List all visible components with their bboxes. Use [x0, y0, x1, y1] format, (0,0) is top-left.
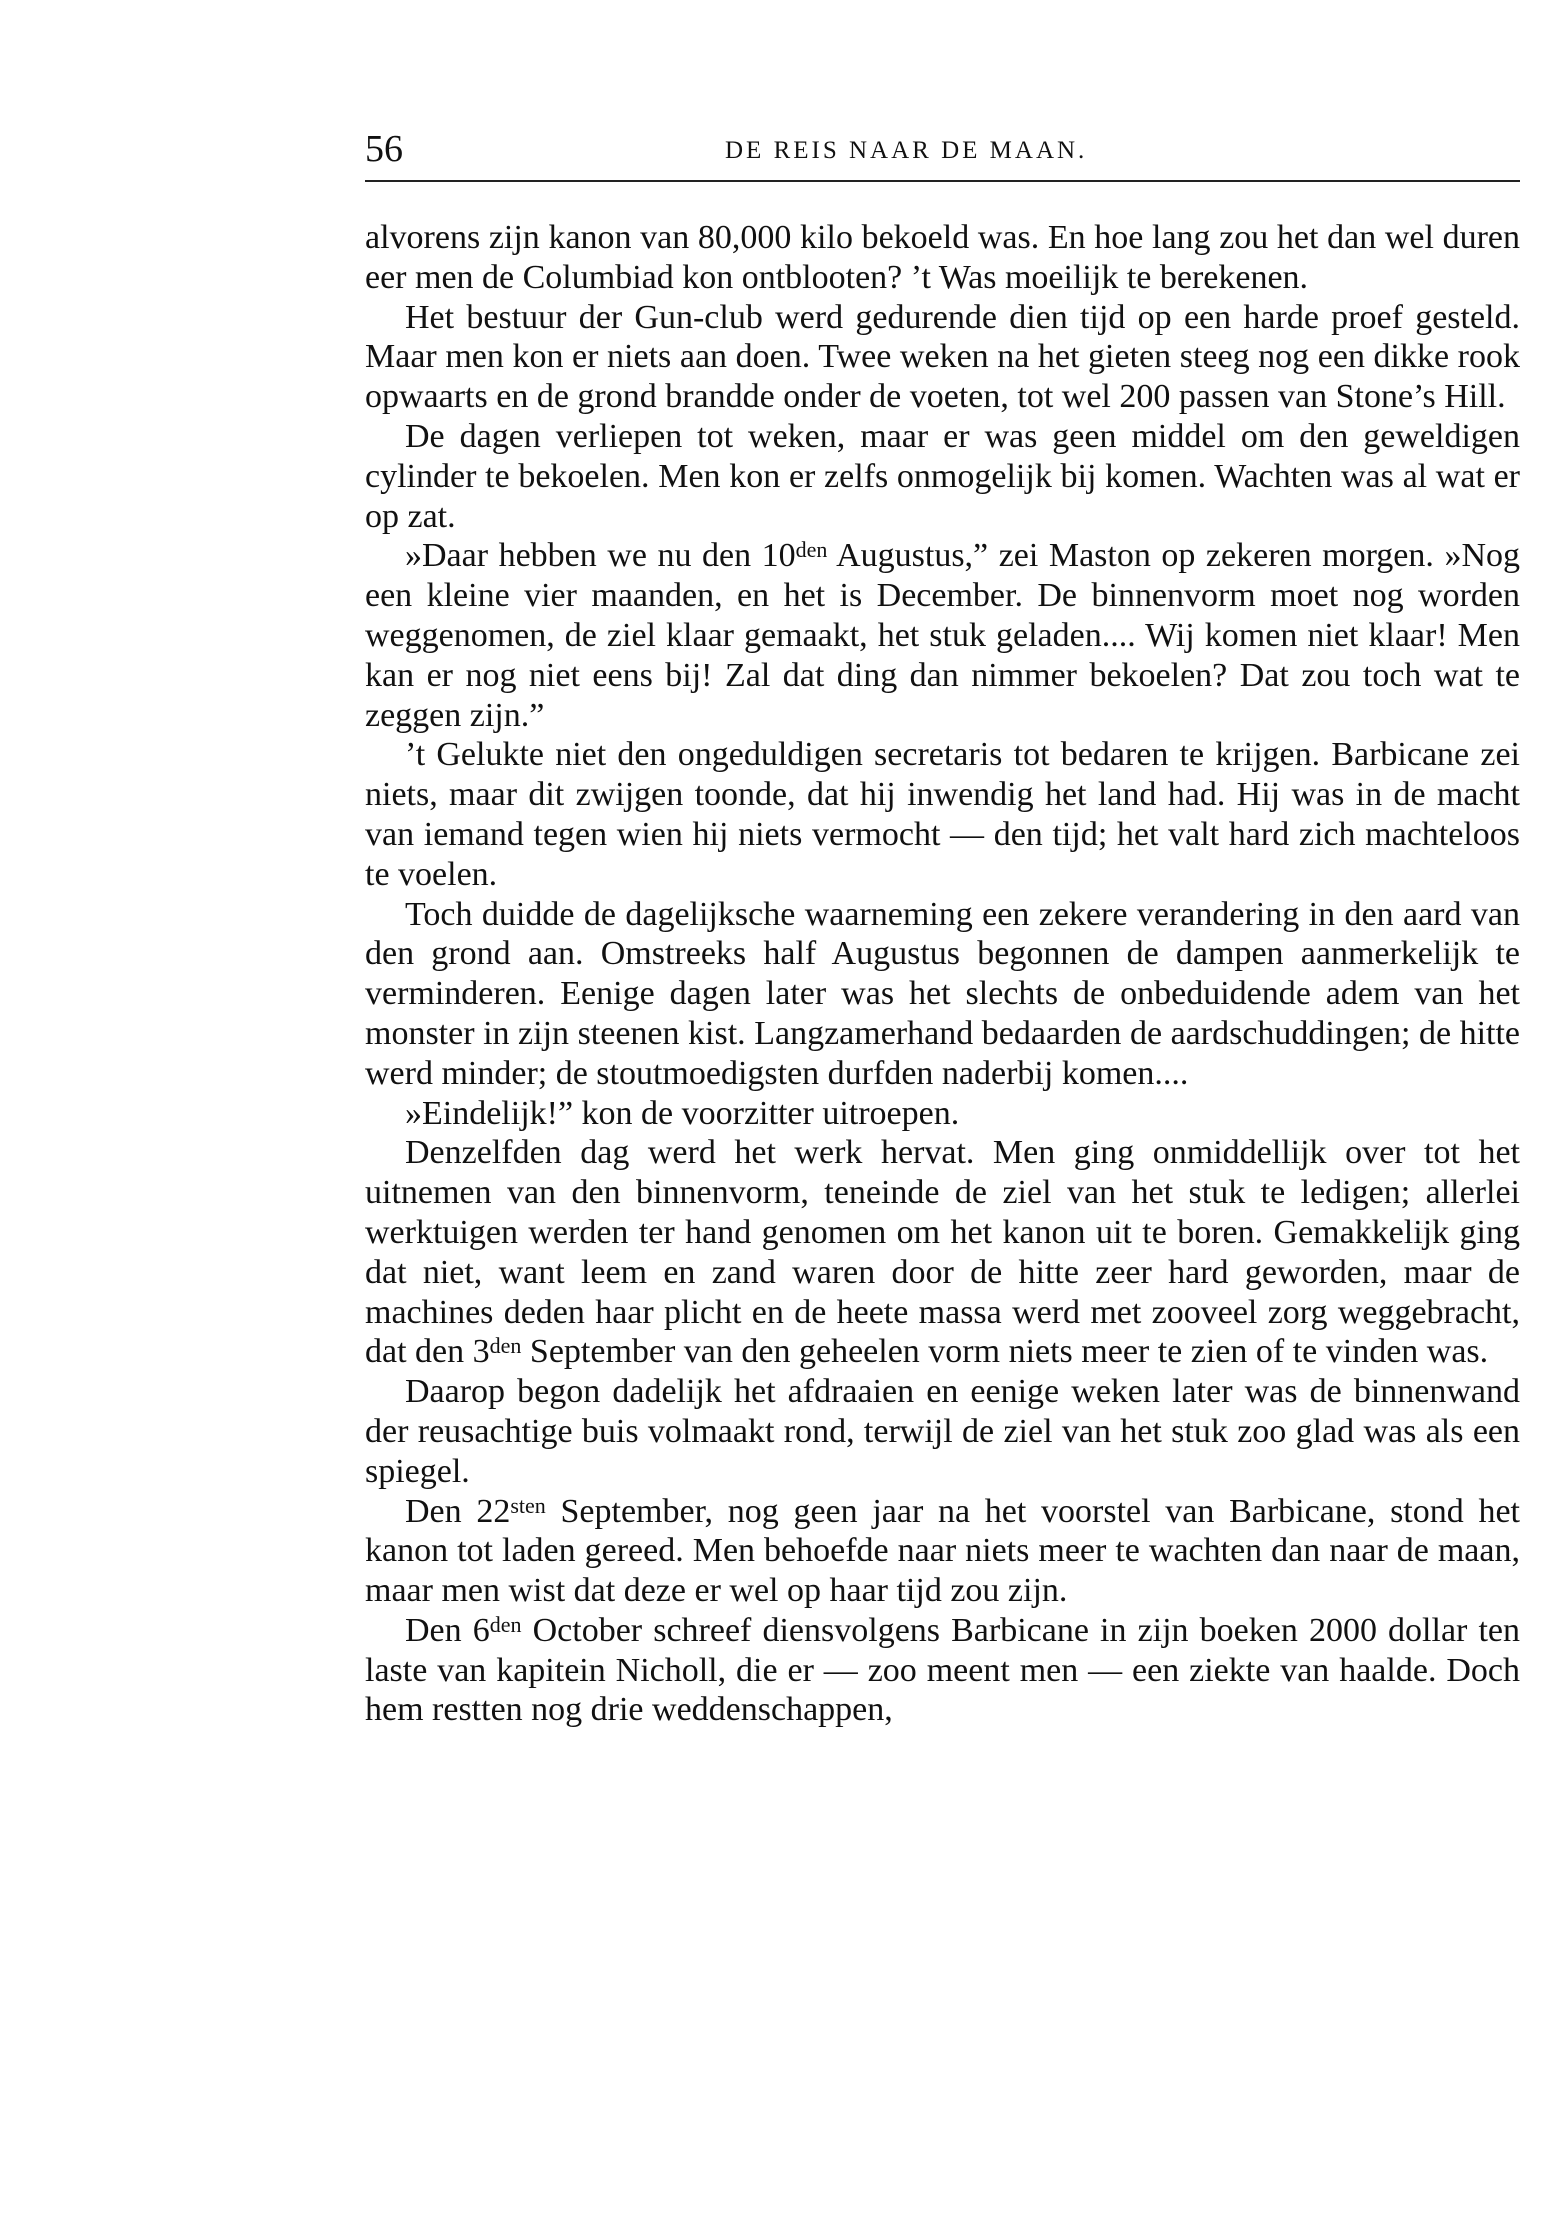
- paragraph-text: Augustus,” zei Maston op zekeren morgen. »Nog een kleine vier maanden, en het is December. De binnenvorm moet nog worden weggenomen, de ziel klaar gemaakt, het stuk geladen.... Wij komen niet klaar! Men kan er nog niet eens bij! Zal dat ding dan nimmer bekoelen? Dat zou toch wat te zeggen zijn.”: [365, 537, 1520, 734]
- paragraph-text: September van den geheelen vorm niets meer te zien of te vinden was.: [521, 1333, 1489, 1371]
- paragraph: [365, 1611, 1520, 1730]
- paragraph: [365, 1133, 1520, 1372]
- paragraph: [365, 1094, 1520, 1134]
- paragraph-text: September, nog geen jaar na het voorstel van Barbicane, stond het kanon tot laden gereed. Men behoefde naar niets meer te wachten dan naar de maan, maar men wist dat deze er wel op haar tijd zou zijn.: [365, 1492, 1520, 1610]
- page-header: [365, 123, 1520, 175]
- ordinal-superscript: den: [489, 1611, 522, 1637]
- paragraph-text: De dagen verliepen tot weken, maar er was geen middel om den geweldigen cylinder te bekoelen. Men kon er zelfs onmogelijk bij komen. Wachten was al wat er op zat.: [365, 417, 1520, 535]
- running-title: DE REIS NAAR DE MAAN.: [725, 137, 1088, 164]
- ordinal-superscript: sten: [510, 1492, 546, 1518]
- header-rule: [365, 180, 1520, 182]
- paragraph: [365, 218, 1520, 298]
- paragraph-text: »Eindelijk!” kon de voorzitter uitroepen.: [405, 1094, 960, 1132]
- paragraph-text: October schreef diensvolgens Barbicane in zijn boeken 2000 dollar ten laste van kapitein Nicholl, die er — zoo meent men — een ziekte van haalde. Doch hem restten nog drie weddenschappen,: [365, 1611, 1520, 1729]
- paragraph: [365, 298, 1520, 417]
- page-number: 56: [365, 128, 403, 170]
- paragraph-text: »Daar hebben we nu den 10: [405, 537, 796, 575]
- paragraph: [365, 735, 1520, 894]
- paragraph-text: Denzelfden dag werd het werk hervat. Men ging onmiddellijk over tot het uitnemen van den binnenvorm, teneinde de ziel van het stuk te ledigen; allerlei werktuigen werden ter hand genomen om het kanon uit te boren. Gemakkelijk ging dat niet, want leem en zand waren door de hitte zeer hard geworden, maar de machines deden haar plicht en de heete massa werd met zooveel zorg weggebracht, dat den 3: [365, 1134, 1520, 1371]
- paragraph: [365, 417, 1520, 536]
- paragraph: [365, 536, 1520, 735]
- body-text: [365, 218, 1520, 1730]
- paragraph-text: alvorens zijn kanon van 80,000 kilo bekoeld was. En hoe lang zou het dan wel duren eer men de Columbiad kon ontblooten? ’t Was moeilijk te berekenen.: [365, 219, 1520, 296]
- paragraph-text: Daarop begon dadelijk het afdraaien en eenige weken later was de binnenwand der reusachtige buis volmaakt rond, terwijl de ziel van het stuk zoo glad was als een spiegel.: [365, 1373, 1520, 1490]
- paragraph-text: Het bestuur der Gun-club werd gedurende dien tijd op een harde proef gesteld. Maar men kon er niets aan doen. Twee weken na het gieten steeg nog een dikke rook opwaarts en de grond brandde onder de voeten, tot wel 200 passen van Stone’s Hill.: [365, 298, 1520, 416]
- paragraph: [365, 1372, 1520, 1491]
- paragraph-text: Den 6: [405, 1611, 490, 1649]
- ordinal-superscript: den: [489, 1333, 522, 1359]
- paragraph: [365, 895, 1520, 1094]
- paragraph-text: Toch duidde de dagelijksche waarneming een zekere verandering in den aard van den grond aan. Omstreeks half Augustus begonnen de dampen aanmerkelijk te verminderen. Eenige dagen later was het slechts de onbeduidende adem van het monster in zijn steenen kist. Langzamerhand bedaarden de aardschuddingen; de hitte werd minder; de stoutmoedigsten durfden naderbij komen....: [365, 895, 1520, 1092]
- paragraph: [365, 1492, 1520, 1611]
- paragraph-text: Den 22: [405, 1492, 511, 1530]
- ordinal-superscript: den: [795, 537, 828, 563]
- paragraph-text: ’t Gelukte niet den ongeduldigen secretaris tot bedaren te krijgen. Barbicane zei niets, maar dit zwijgen toonde, dat hij inwendig het land had. Hij was in de macht van iemand tegen wien hij niets vermocht — den tijd; het valt hard zich machteloos te voelen.: [365, 736, 1520, 893]
